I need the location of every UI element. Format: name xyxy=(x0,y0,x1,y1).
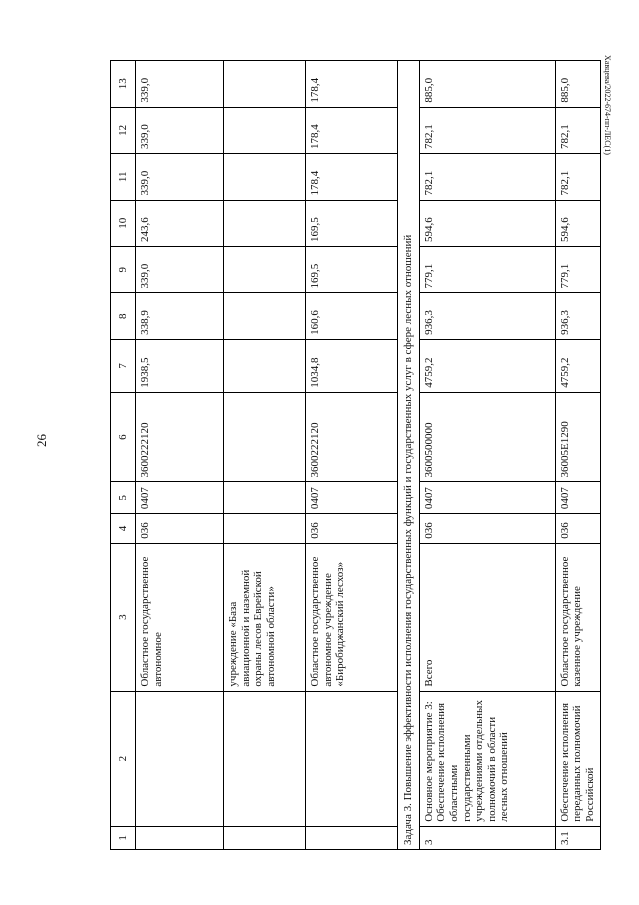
table-row xyxy=(136,61,224,850)
table-cell: 338,9 xyxy=(136,293,224,339)
footer-text: Хавцева/2022-674-пп-ЛЕС(1) xyxy=(603,55,612,155)
table-row xyxy=(419,61,555,850)
table-cell: Обеспечение исполнения переданных полномочий Российской xyxy=(555,691,600,826)
table-row xyxy=(555,61,600,850)
table-cell: 782,1 xyxy=(419,154,555,200)
table-cell: 036 xyxy=(555,514,600,544)
table-cell xyxy=(224,392,306,482)
table-cell xyxy=(224,246,306,292)
col-header: 2 xyxy=(111,691,136,826)
table-cell: 885,0 xyxy=(419,61,555,108)
table-cell: 779,1 xyxy=(555,246,600,292)
table-cell xyxy=(136,826,224,849)
table-cell: 178,4 xyxy=(306,61,398,108)
table-cell: 339,0 xyxy=(136,107,224,153)
page-number: 26 xyxy=(34,434,49,447)
table-cell xyxy=(224,107,306,153)
table-cell xyxy=(136,691,224,826)
table-cell: 936,3 xyxy=(555,293,600,339)
table-cell: 779,1 xyxy=(419,246,555,292)
table-cell: 3600222120 xyxy=(136,392,224,482)
table-cell: 1034,8 xyxy=(306,339,398,392)
table-cell: 594,6 xyxy=(555,200,600,246)
table-cell: 0407 xyxy=(136,482,224,514)
table-cell xyxy=(306,826,398,849)
table-cell: 885,0 xyxy=(555,61,600,108)
table-cell: учреждение «База авиационной и наземной охраны лесов Еврейской автономной области» xyxy=(224,543,306,691)
table-cell: 243,6 xyxy=(136,200,224,246)
table-cell: 3 xyxy=(419,826,555,849)
table-cell: 036 xyxy=(419,514,555,544)
table-cell: Областное государственное автономное xyxy=(136,543,224,691)
table-cell xyxy=(224,691,306,826)
table-cell: 4759,2 xyxy=(555,339,600,392)
col-header: 12 xyxy=(111,107,136,153)
col-header: 11 xyxy=(111,154,136,200)
col-header: 9 xyxy=(111,246,136,292)
table-cell: Всего xyxy=(419,543,555,691)
table-cell: 4759,2 xyxy=(419,339,555,392)
table-cell xyxy=(224,826,306,849)
header-row xyxy=(111,61,136,850)
table-cell: 0407 xyxy=(555,482,600,514)
table-cell xyxy=(306,691,398,826)
table-cell: 160,6 xyxy=(306,293,398,339)
table-cell: Областное государственное казенное учреждение xyxy=(555,543,600,691)
col-header: 3 xyxy=(111,543,136,691)
col-header: 13 xyxy=(111,61,136,108)
col-header: 4 xyxy=(111,514,136,544)
table-cell: 178,4 xyxy=(306,107,398,153)
table-row xyxy=(306,61,398,850)
table-cell: 178,4 xyxy=(306,154,398,200)
table-cell xyxy=(224,339,306,392)
table-cell: 594,6 xyxy=(419,200,555,246)
table-cell: 782,1 xyxy=(419,107,555,153)
table-cell: 782,1 xyxy=(555,154,600,200)
table-cell: 339,0 xyxy=(136,61,224,108)
col-header: 1 xyxy=(111,826,136,849)
rotated-table-wrapper xyxy=(110,60,600,850)
table-cell xyxy=(224,61,306,108)
table-cell xyxy=(224,514,306,544)
table-cell: 36005E1290 xyxy=(555,392,600,482)
col-header: 5 xyxy=(111,482,136,514)
col-header: 10 xyxy=(111,200,136,246)
table-cell xyxy=(224,154,306,200)
col-header: 8 xyxy=(111,293,136,339)
col-header: 7 xyxy=(111,339,136,392)
col-header: 6 xyxy=(111,392,136,482)
table-cell xyxy=(224,293,306,339)
table-cell: Основное мероприятие 3: Обеспечение исполнения областными государственными учреждениями отдельных полномочий в области лесных отношений xyxy=(419,691,555,826)
table-cell: 0407 xyxy=(306,482,398,514)
table-cell: 169,5 xyxy=(306,200,398,246)
table-cell: 1938,5 xyxy=(136,339,224,392)
task-row xyxy=(398,61,420,850)
table-cell: 036 xyxy=(306,514,398,544)
table-cell: 339,0 xyxy=(136,246,224,292)
table-cell xyxy=(224,482,306,514)
table-cell: 3.1 xyxy=(555,826,600,849)
table-cell: 036 xyxy=(136,514,224,544)
table-cell: Областное государственное автономное учреждение «Биробиджанский лесхоз» xyxy=(306,543,398,691)
table-cell: 3600500000 xyxy=(419,392,555,482)
table-cell: 339,0 xyxy=(136,154,224,200)
table-cell: 936,3 xyxy=(419,293,555,339)
table-cell: 782,1 xyxy=(555,107,600,153)
table-cell xyxy=(224,200,306,246)
task-heading: Задача 3. Повышение эффективности исполнения государственных функций и государственных услуг в сфере лесных отношений xyxy=(398,61,420,850)
budget-table xyxy=(110,60,601,850)
table-row xyxy=(224,61,306,850)
table-cell: 169,5 xyxy=(306,246,398,292)
table-cell: 0407 xyxy=(419,482,555,514)
table-cell: 3600222120 xyxy=(306,392,398,482)
